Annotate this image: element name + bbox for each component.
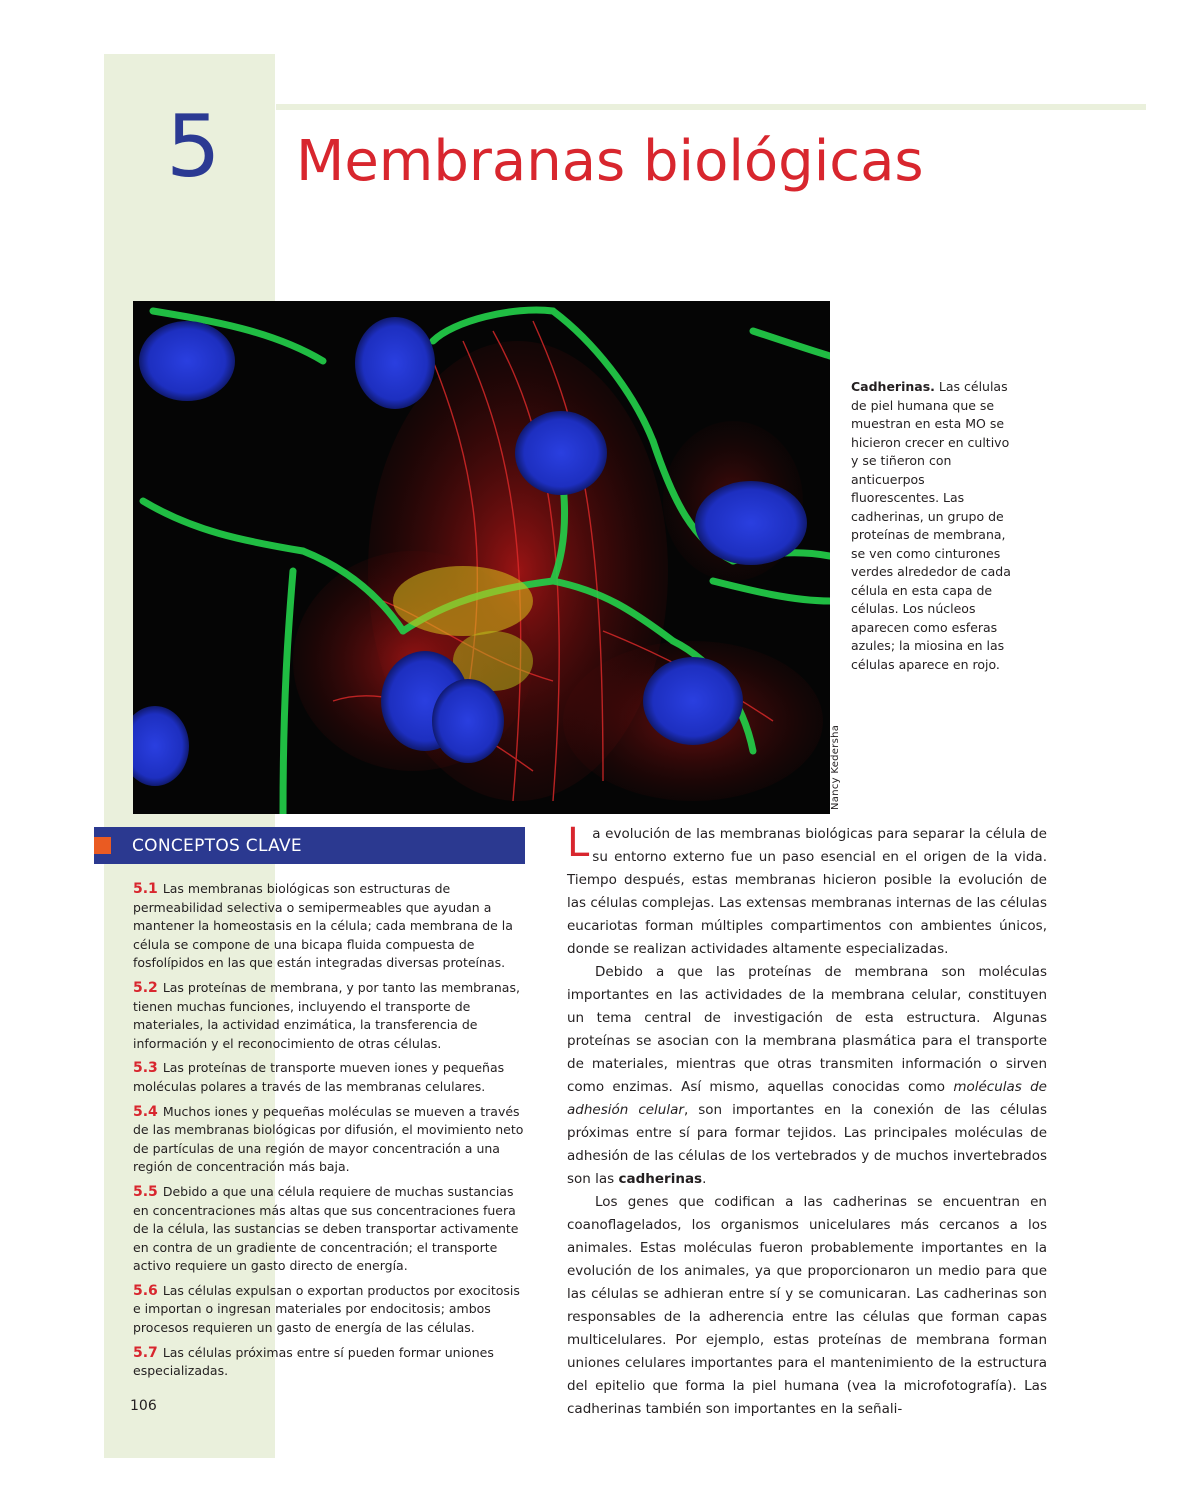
header-rule — [276, 104, 1146, 110]
concept-item — [133, 1059, 525, 1096]
body-paragraph — [567, 1191, 1047, 1421]
body-paragraph — [567, 961, 1047, 1191]
key-concepts-list — [133, 880, 525, 1387]
concept-number: 5.2 — [133, 979, 158, 996]
concept-item — [133, 1183, 525, 1276]
concept-item — [133, 979, 525, 1053]
concept-item — [133, 880, 525, 973]
concept-number: 5.4 — [133, 1103, 158, 1120]
concept-number: 5.6 — [133, 1282, 158, 1299]
concept-text: Las células expulsan o exportan productos por exocitosis e importan o ingresan materiales por endocitosis; ambos procesos requieren un gasto de energía de las células. — [133, 1282, 520, 1336]
paragraph-text: Los genes que codifican a las cadherinas se encuentran en coanoflagelados, los organismos unicelulares más cercanos a los animales. Estas moléculas fueron probablemente importantes en la evolución de los animales, ya que proporcionaron un medio para que las células se adhieran entre sí y se comunicaran. Las cadherinas son responsables de la adherencia entre las células que forman capas multicelulares. Por ejemplo, estas proteínas de membrana forman uniones celulares importantes para el mantenimiento de la estructura del epitelio que forma la piel humana (vea la microfotografía). Las cadherinas también son importantes en la señali- — [567, 1194, 1047, 1417]
concept-text: Muchos iones y pequeñas moléculas se mueven a través de las membranas biológicas por difusión, el movimiento neto de partículas de una región de mayor concentración a una región de concentración más baja. — [133, 1103, 524, 1175]
chapter-number: 5 — [166, 97, 221, 197]
concept-text: Las proteínas de membrana, y por tanto las membranas, tienen muchas funciones, incluyendo el transporte de materiales, la actividad enzimática, la transferencia de información y el reconocimiento de otras células. — [133, 979, 520, 1051]
paragraph-text: . — [702, 1171, 707, 1187]
concept-item — [133, 1282, 525, 1338]
figure-caption — [851, 378, 1011, 674]
italic-term: moléculas de adhesión celular — [567, 1079, 1047, 1118]
concept-text: Las proteínas de transporte mueven iones y pequeñas moléculas polares a través de las membranas celulares. — [133, 1060, 505, 1094]
section-marker — [94, 837, 111, 854]
concept-item — [133, 1344, 525, 1381]
paragraph-text: a evolución de las membranas biológicas para separar la célula de su entorno externo fue un paso esencial en el origen de la vida. Tiempo después, estas membranas hicieron posible la evolución de las células complejas. Las extensas membranas internas de las células eucariotas forman múltiples compartimentos con ambientes únicos, donde se realizan actividades altamente especializadas. — [567, 826, 1047, 957]
key-concepts-title: CONCEPTOS CLAVE — [132, 835, 302, 856]
photo-credit: Nancy Kedersha — [830, 724, 841, 810]
paragraph-text: , son importantes en la conexión de las células próximas entre sí para formar tejidos. Las principales moléculas de adhesión de las células de los vertebrados y de muchos invertebrados son las — [567, 1102, 1047, 1187]
concept-number: 5.5 — [133, 1183, 158, 1200]
caption-lead: Cadherinas. — [851, 379, 935, 394]
concept-text: Las membranas biológicas son estructuras de permeabilidad selectiva o semipermeables que ayudan a mantener la homeostasis en la célula; cada membrana de la célula se compone de una bicapa fluida compuesta de fosfolípidos en las que están integradas diversas proteínas. — [133, 881, 513, 971]
chapter-title: Membranas biológicas — [296, 129, 924, 194]
paragraph-text: Debido a que las proteínas de membrana son moléculas importantes en las actividades de la membrana celular, constituyen un tema central de investigación de esta estructura. Algunas proteínas se asocian con la membrana plasmática para el transporte de materiales, mientras que otras transmiten información o sirven como enzimas. Así mismo, aquellas conocidas como — [567, 964, 1047, 1095]
concept-number: 5.3 — [133, 1060, 158, 1077]
page-number: 106 — [130, 1398, 157, 1414]
caption-text: Las células de piel humana que se muestran en esta MO se hicieron crecer en cultivo y se tiñeron con anticuerpos fluorescentes. Las cadherinas, un grupo de proteínas de membrana, se ven como cinturones verdes alrededor de cada célula en esta capa de células. Los núcleos aparecen como esferas azules; la miosina en las células aparece en rojo. — [851, 379, 1011, 672]
micrograph-image — [133, 301, 830, 814]
concept-text: Debido a que una célula requiere de muchas sustancias en concentraciones más altas que sus concentraciones fuera de la célula, las sustancias se deben transportar activamente en contra de un gradiente de concentración; el transporte activo requiere un gasto directo de energía. — [133, 1183, 519, 1274]
micrograph-illustration — [133, 301, 830, 814]
concept-number: 5.1 — [133, 881, 158, 897]
bold-term: cadherinas — [618, 1171, 703, 1187]
concept-item — [133, 1103, 525, 1177]
key-concepts-header — [94, 827, 525, 864]
drop-cap: L — [567, 820, 590, 866]
concept-text: Las células próximas entre sí pueden formar uniones especializadas. — [133, 1344, 494, 1379]
body-paragraph — [567, 820, 1047, 961]
concept-number: 5.7 — [133, 1344, 158, 1361]
body-text — [567, 820, 1047, 1421]
